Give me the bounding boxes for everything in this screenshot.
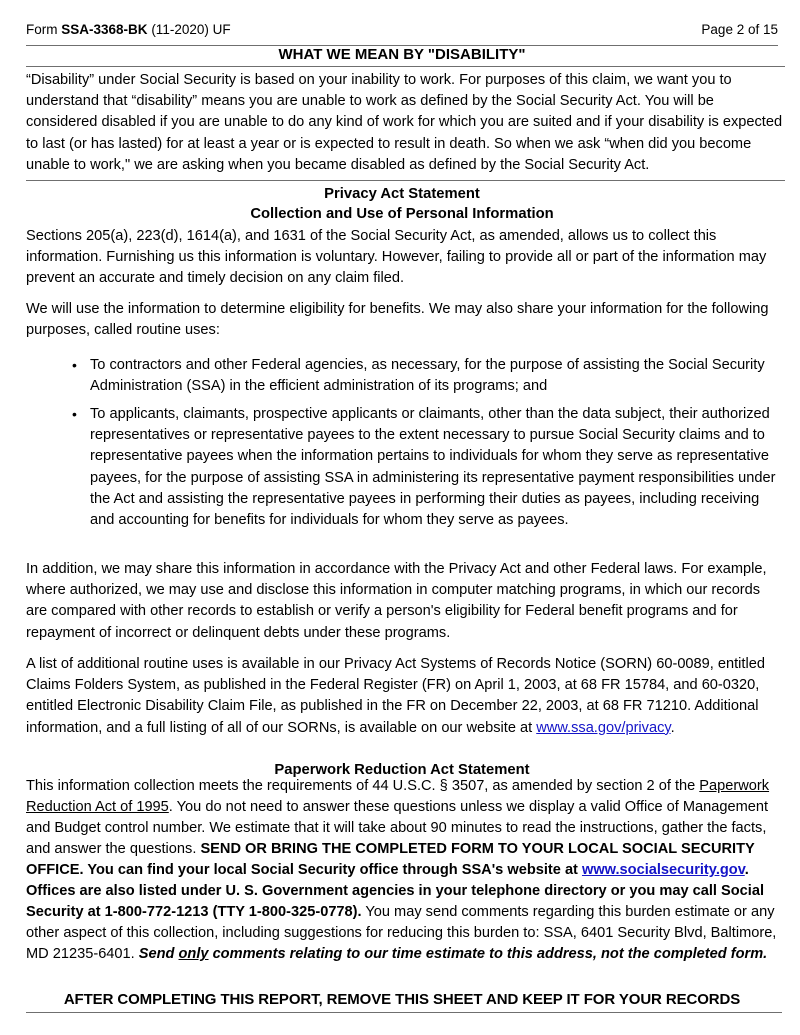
form-word: Form [26,22,58,37]
paperwork-text-part2: . You do not need to answer these questions unless we display a valid Office of Management and Budget control number. We estimate that it will take about 90 minutes to read the instructions, gather the facts, and answer the questions. [26,799,769,857]
page-number: Page 2 of 15 [701,22,778,37]
privacy-act-heading: Privacy Act Statement [324,186,480,202]
footer-divider [26,1012,782,1013]
title-divider [26,66,785,67]
socialsecurity-gov-link[interactable]: www.socialsecurity.gov [581,862,745,878]
list-item-text: To contractors and other Federal agencies, as necessary, for the purpose of assisting the Social Security Administration (SSA) in the efficient administration of its programs; and [90,357,765,395]
closing-note-only-word: only [178,946,209,962]
sorn-paragraph [26,654,785,739]
page-title: WHAT WE MEAN BY "DISABILITY" [278,46,526,63]
paperwork-act-paragraph [26,776,785,965]
bullet-icon: • [72,406,77,422]
sorn-text-before-link: A list of additional routine uses is available in our Privacy Act Systems of Records Notice (SORN) 60-0089, entitled Claims Folders System, as published in the Federal Register (FR) on April 1, 2003, at 68 FR 15784, and 60-0320, entitled Electronic Disability Claim File, as published in the FR on December 22, 2003, at 68 FR 71210. Additional information, and a full listing of all of our SORNs, is available on our website at [26,656,765,736]
form-number: SSA-3368-BK [61,22,148,37]
page-header [26,22,778,38]
list-item [72,404,785,531]
paperwork-text-part3: You may send comments regarding this burden estimate or any other aspect of this collection, including suggestions for reducing this burden to: SSA, 6401 Security Blvd, Baltimore, MD 21235-6401. [26,904,777,962]
send-form-instruction-bold: SEND OR BRING THE COMPLETED FORM TO YOUR LOCAL SOCIAL SECURITY OFFICE. You can find your local Social Security office through SSA's website at [26,841,755,878]
in-addition-paragraph: In addition, we may share this information in accordance with the Privacy Act and other Federal laws. For example, where authorized, we may use and disclose this information in computer matching programs, in which our records are compared with other records to establish or verify a person's eligibility for Federal benefit programs and for repayment of incorrect or delinquent debts under these programs. [26,561,767,641]
list-item-text: To applicants, claimants, prospective applicants or claimants, other than the data subject, their authorized representatives or representative payees to the extent necessary to pursue Social Security claims and to representative payees when the information pertains to individuals for whom they serve as representative payees, for the purpose of assisting SSA in administering its representative payment responsibilities under the Act and assisting the representative payees in performing their duties as payees, including receiving and accounting for benefits for individuals for whom they serve as payees. [90,406,776,529]
bullet-icon: • [72,357,77,373]
paperwork-act-heading: Paperwork Reduction Act Statement [274,762,530,778]
sections-paragraph: Sections 205(a), 223(d), 1614(a), and 1631 of the Social Security Act, as amended, allows us to collect this information. Furnishing us this information is voluntary. However, failing to provide all or part of the information may prevent an accurate and timely decision on any claim filed. [26,228,767,287]
closing-note-part2: comments relating to our time estimate to this address, not the completed form. [208,946,768,962]
form-revision: (11-2020) UF [151,22,231,37]
form-identifier [26,22,231,38]
footer-instruction: AFTER COMPLETING THIS REPORT, REMOVE THIS SHEET AND KEEP IT FOR YOUR RECORDS [63,991,741,1008]
list-item [72,355,785,397]
disability-definition-paragraph: “Disability” under Social Security is based on your inability to work. For purposes of this claim, we want you to understand that “disability” means you are unable to work as defined by the Social Security Act. You will be considered disabled if you are unable to do any kind of work for which you are suited and if your disability is expected to last (or has lasted) for at least a year or is expected to result in death. So when we ask “when did you become unable to work," we are asking when you became disabled as defined by the Social Security Act. [26,72,783,173]
privacy-act-subheading: Collection and Use of Personal Information [250,206,554,222]
section-divider [26,180,785,181]
paperwork-act-title-underlined: Paperwork Reduction Act of 1995 [26,778,770,815]
sorn-text-after-link: . [670,719,675,736]
routine-uses-intro-paragraph: We will use the information to determine eligibility for benefits. We may also share your information for the following purposes, called routine uses: [26,301,769,339]
closing-note-part1: Send [138,946,179,962]
paperwork-text-part1: This information collection meets the requirements of 44 U.S.C. § 3507, as amended by section 2 of the [26,778,700,794]
offices-listing-bold: . Offices are also listed under U. S. Government agencies in your telephone directory or you may call Social Security at 1-800-772-1213 (TTY 1-800-325-0778). [26,862,765,920]
ssa-privacy-link[interactable]: www.ssa.gov/privacy [536,719,671,736]
